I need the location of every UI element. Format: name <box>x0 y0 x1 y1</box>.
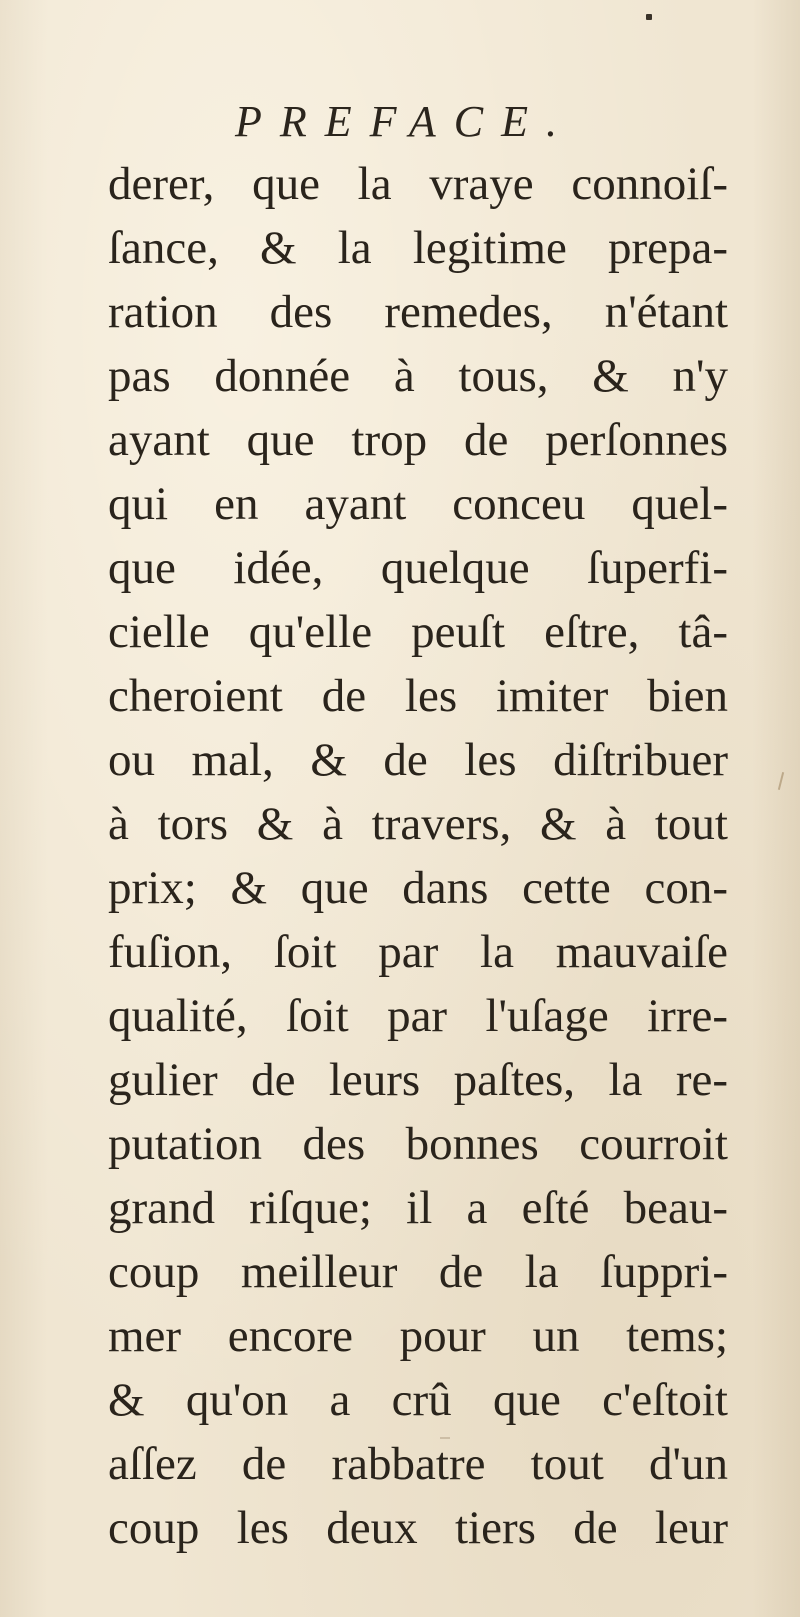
text-line: à tors & à travers, & à tout <box>108 798 728 850</box>
text-line: ou mal, & de les diſtribuer <box>108 734 728 786</box>
text-line: derer, que la vraye connoiſ- <box>108 158 728 210</box>
text-line: gulier de leurs paſtes, la re- <box>108 1054 728 1106</box>
text-line: qualité, ſoit par l'uſage irre- <box>108 990 728 1042</box>
text-line: ayant que trop de perſonnes <box>108 414 728 466</box>
text-line: & qu'on a crû que c'eſtoit <box>108 1374 728 1426</box>
text-line: grand riſque; il a eſté beau- <box>108 1182 728 1234</box>
text-line: aſſez de rabbatre tout d'un <box>108 1438 728 1490</box>
text-line: mer encore pour un tems; <box>108 1310 728 1362</box>
text-line: prix; & que dans cette con- <box>108 862 728 914</box>
text-line: pas donnée à tous, & n'y <box>108 350 728 402</box>
paper-blemish <box>440 1437 450 1439</box>
paper-blemish <box>778 772 784 790</box>
text-line: coup meilleur de la ſuppri- <box>108 1246 728 1298</box>
text-line: putation des bonnes courroit <box>108 1118 728 1170</box>
text-line: fuſion, ſoit par la mauvaiſe <box>108 926 728 978</box>
text-line: qui en ayant conceu quel- <box>108 478 728 530</box>
body-text <box>108 152 728 1560</box>
running-head: PREFACE. <box>235 97 575 146</box>
ink-speck <box>646 14 652 20</box>
text-line: cheroient de les imiter bien <box>108 670 728 722</box>
text-line: ſance, & la legitime prepa- <box>108 222 728 274</box>
text-line: que idée, quelque ſuperfi- <box>108 542 728 594</box>
text-line: cielle qu'elle peuſt eſtre, tâ- <box>108 606 728 658</box>
text-line: ration des remedes, n'étant <box>108 286 728 338</box>
text-line: coup les deux tiers de leur <box>108 1502 728 1554</box>
